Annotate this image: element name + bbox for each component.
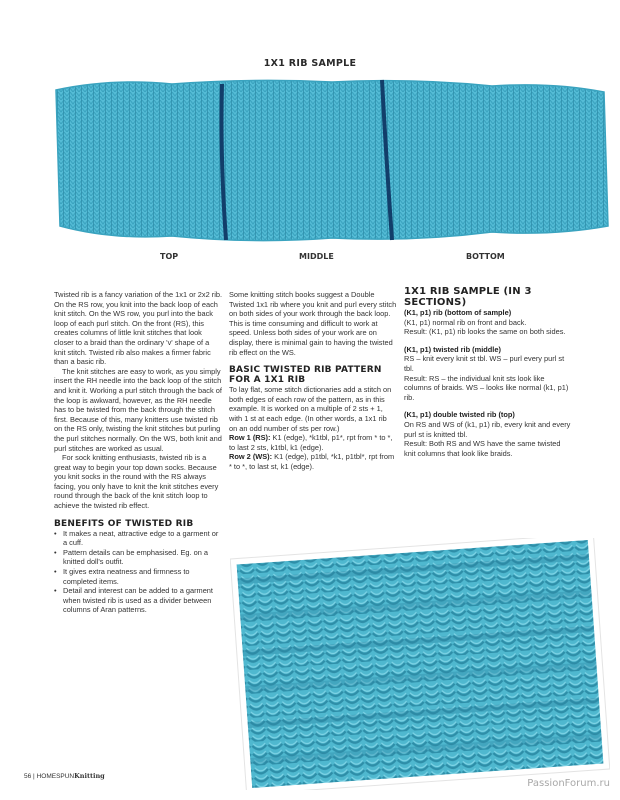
- label-bottom: BOTTOM: [466, 252, 505, 261]
- row-1-label: Row 1 (RS):: [229, 433, 271, 443]
- basic-pattern-heading: BASIC TWISTED RIB PATTERN FOR A 1X1 RIB: [229, 365, 382, 386]
- page-footer: [24, 772, 105, 780]
- section-3-line-1: On RS and WS of (k1, p1) rib, every knit and every purl st is knitted tbl.: [404, 419, 571, 439]
- column-3: [404, 286, 574, 458]
- benefits-heading: BENEFITS OF TWISTED RIB: [54, 518, 194, 529]
- row-2-text: K1 (edge), p1tbl, *k1, p1tbl*, rpt from * to *, to last st, k1 (edge).: [229, 452, 395, 471]
- label-middle: MIDDLE: [299, 252, 334, 261]
- row-1-text: K1 (edge), *k1tbl, p1*, rpt from * to *, to last 2 sts, k1tbl, k1 (edge).: [229, 433, 393, 452]
- section-1-line-1: (K1, p1) normal rib on front and back.: [404, 317, 527, 327]
- swatch-body: [56, 80, 608, 240]
- column-1: [54, 290, 222, 615]
- label-top: TOP: [160, 252, 179, 261]
- twisted-rib-closeup-photo: [230, 538, 610, 790]
- section-1-title: (K1, p1) rib (bottom of sample): [404, 308, 512, 317]
- figure-title: 1X1 RIB SAMPLE: [263, 58, 357, 69]
- intro-paragraph-1: Twisted rib is a fancy variation of the 1x1 or 2x2 rib. On the RS row, you knit into the back loop of each knit stitch. On the WS row, you purl into the back loop of each purl stitch. On the front (RS), this creates columns of little knit stitches that look closer to a braid than the ordinary 'v' shape of a knit stitch. Twisted rib also makes a firmer fabric than a basic rib.: [54, 290, 223, 367]
- list-item: • Detail and interest can be added to a garment when twisted rib is used as a divider between columns of Aran patterns.: [54, 586, 222, 615]
- pattern-intro: To lay flat, some stitch dictionaries add a stitch on both edges of each row of the pattern, as in this example. It is worked on a multiple of 2 sts + 1, with 1 st at each edge. (In other words, a 1x1 rib on an odd number of sts per row.): [229, 385, 392, 433]
- section-2-line-1: RS – knit every knit st tbl. WS – purl every purl st tbl.: [404, 354, 565, 373]
- list-item: • Pattern details can be emphasised. Eg. on a knitted doll's outfit.: [54, 548, 222, 567]
- benefits-list: [54, 529, 222, 615]
- column-2: [229, 290, 397, 472]
- intro-paragraph-3: For sock knitting enthusiasts, twisted rib is a great way to begin your top down socks. Because you knit socks in the round with the RS always facing, you only have to knit the knit stitches every round through the back of the knit stitch loop to achieve the twisted rib effect.: [54, 453, 219, 511]
- section-3-title: (K1, p1) double twisted rib (top): [404, 410, 515, 420]
- swatch-svg: [52, 76, 612, 246]
- magazine-name: HOMESPUN: [36, 773, 75, 780]
- footer-separator: |: [33, 773, 35, 780]
- section-2-title: (K1, p1) twisted rib (middle): [404, 344, 501, 354]
- row-2-instruction: [229, 452, 397, 471]
- page-number: 56: [24, 773, 32, 780]
- double-twisted-paragraph: Some knitting stitch books suggest a Double Twisted 1x1 rib where you knit and purl every stitch on both sides of your work through the back loop. This is time consuming and difficult to work at speed. Unless both sides of your work are on display, there is minimal gain to having the twisted rib effect on the WS.: [229, 290, 397, 357]
- magazine-name-suffix: Knitting: [74, 772, 105, 780]
- rib-sample-swatch-image: [52, 76, 612, 246]
- intro-paragraph-2: The knit stitches are easy to work, as you simply insert the RH needle into the back loop of the stitch and knit it. Working a purl stitch through the back of the loop is awkward, however, as the RH needle has to be twisted from the back through the stitch first. Because of this, many knitters use twisted rib on the RS only, twisting the knit stitches but purling the purl stitches normally. On the WS, both knit and purl stitches are worked as usual.: [54, 366, 222, 453]
- row-1-instruction: [229, 433, 397, 452]
- section-3-line-2: Result: Both RS and WS have the same twisted knit columns that look like braids.: [404, 439, 561, 458]
- list-item: • It makes a neat, attractive edge to a garment or a cuff.: [54, 529, 222, 548]
- section-2-line-2: Result: RS – the individual knit sts look like columns of braids. WS – looks like normal (k1, p1) rib.: [404, 373, 569, 402]
- section-1-line-2: Result: (K1, p1) rib looks the same on both sides.: [404, 327, 566, 337]
- closeup-svg: [230, 538, 610, 790]
- sample-sections-heading: 1X1 RIB SAMPLE (IN 3 SECTIONS): [404, 286, 532, 308]
- watermark: PassionForum.ru: [527, 778, 610, 789]
- row-2-label: Row 2 (WS):: [229, 452, 273, 462]
- list-item: • It gives extra neatness and firmness to completed items.: [54, 567, 222, 586]
